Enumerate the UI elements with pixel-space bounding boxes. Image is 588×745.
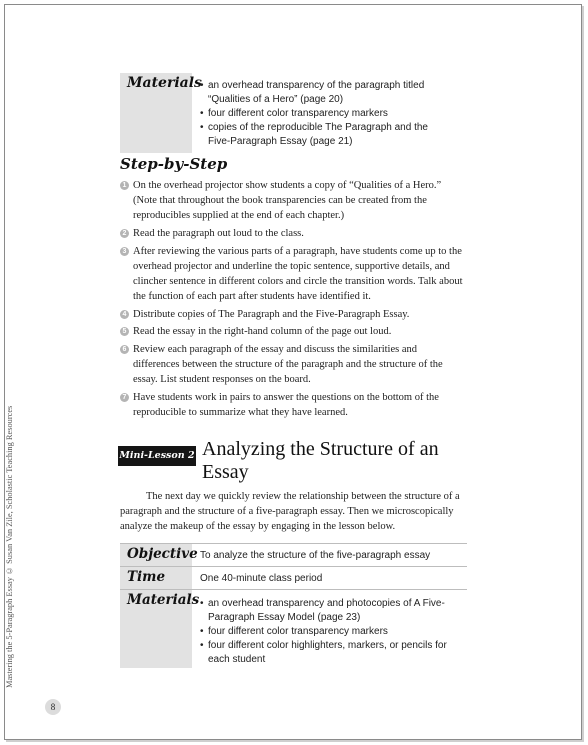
list-item: • an overhead transparency of the paragraph titled “Qualities of a Hero” (page 20) bbox=[200, 79, 450, 107]
step-text: Read the essay in the right-hand column of the page out loud. bbox=[133, 326, 392, 338]
page-number: 8 bbox=[45, 699, 61, 715]
step-number: 5 bbox=[120, 327, 129, 336]
step-text: After reviewing the various parts of a paragraph, have students come up to the overhead projector and underline the topic sentence, supportive details, and clincher sentence in different colors and circle the transition words. Talk about the function of each part after students have identified it. bbox=[133, 245, 463, 303]
mini-lesson-badge: Mini-Lesson 2 bbox=[118, 446, 196, 466]
mini-lesson-intro: The next day we quickly review the relationship between the structure of a paragraph and the structure of a five-paragraph essay. Then we microscopically analyze the makeup of the essay by engaging in the lesson below. bbox=[120, 491, 460, 533]
step-number: 6 bbox=[120, 345, 129, 354]
list-item: • an overhead transparency and photocopies of A Five-Paragraph Essay Model (page 23) bbox=[200, 597, 460, 625]
step-item bbox=[120, 324, 464, 339]
list-item: • four different color transparency markers bbox=[200, 107, 450, 121]
list-item: • copies of the reproducible The Paragraph and the Five-Paragraph Essay (page 21) bbox=[200, 121, 450, 149]
step-number: 7 bbox=[120, 393, 129, 402]
step-item bbox=[120, 226, 464, 241]
step-item bbox=[120, 342, 464, 388]
mini-lesson-title: Analyzing the Structure of an Essay bbox=[202, 438, 439, 483]
step-number: 2 bbox=[120, 229, 129, 238]
step-number: 4 bbox=[120, 310, 129, 319]
step-text: On the overhead projector show students a copy of “Qualities of a Hero.” (Note that throughout the book transparencies can be created from the reproducibles supplied at the end of each chapter.) bbox=[133, 180, 442, 222]
step-by-step-heading: Step-by-Step bbox=[120, 155, 228, 173]
step-item bbox=[120, 390, 464, 420]
materials-label: Materials bbox=[127, 75, 202, 91]
step-number: 1 bbox=[120, 181, 129, 190]
objective-label: Objective bbox=[127, 546, 198, 562]
materials-list bbox=[200, 79, 450, 149]
time-value: One 40-minute class period bbox=[200, 573, 323, 584]
list-item: • four different color transparency markers bbox=[200, 625, 460, 639]
materials-list bbox=[200, 597, 460, 667]
sidebar-credit: Mastering the 5-Paragraph Essay © Susan Van Zile, Scholastic Teaching Resources bbox=[5, 405, 14, 688]
steps-list bbox=[120, 178, 464, 423]
step-number: 3 bbox=[120, 247, 129, 256]
step-text: Distribute copies of The Paragraph and the Five-Paragraph Essay. bbox=[133, 308, 410, 320]
list-item: • four different color highlighters, markers, or pencils for each student bbox=[200, 639, 460, 667]
step-text: Have students work in pairs to answer the questions on the bottom of the reproducible to summarize what they have learned. bbox=[133, 391, 439, 419]
step-item bbox=[120, 178, 464, 224]
step-item bbox=[120, 307, 464, 322]
time-label: Time bbox=[127, 569, 166, 585]
materials-label: Materials bbox=[127, 592, 200, 608]
step-text: Read the paragraph out loud to the class. bbox=[133, 228, 304, 239]
step-item bbox=[120, 244, 464, 305]
objective-value: To analyze the structure of the five-paragraph essay bbox=[200, 550, 431, 561]
step-text: Review each paragraph of the essay and discuss the similarities and differences between the structure of the paragraph and the structure of the essay. List student responses on the board. bbox=[133, 343, 443, 386]
